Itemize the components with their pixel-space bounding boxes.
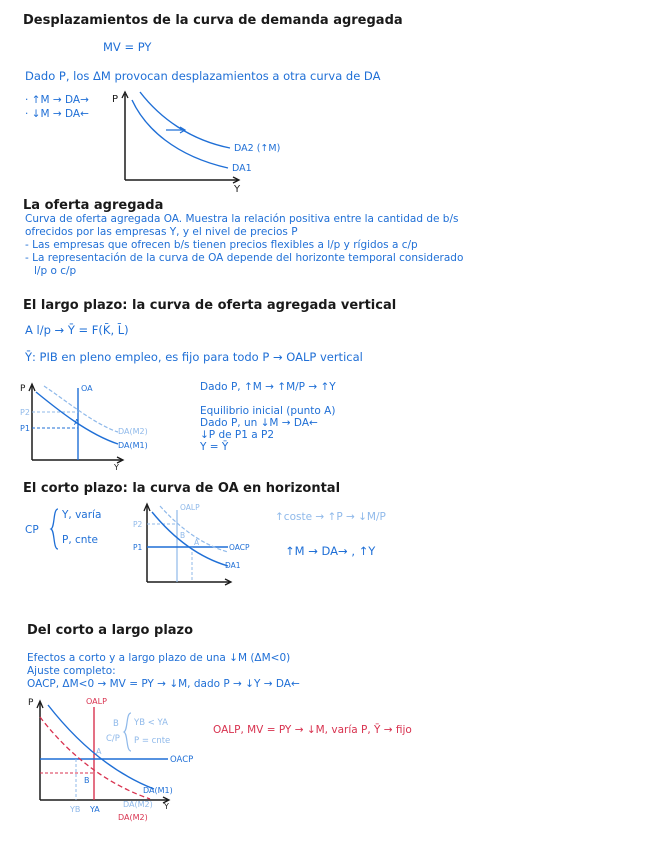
s5-line-3: OACP, ΔM<0 → MV = PY → ↓M, dado P → ↓Y → DA← [27,678,300,690]
s5-dam2-curve [40,717,150,799]
svg-text:C/P: C/P [106,734,120,744]
s2-title: La oferta agregada [23,198,164,213]
svg-text:P2: P2 [20,408,30,417]
svg-text:OACP: OACP [170,755,194,765]
svg-text:DA(M1): DA(M1) [118,441,148,450]
svg-text:DA(M1): DA(M1) [143,786,173,795]
svg-text:DA1: DA1 [225,561,241,570]
s3-right-5: Y = Ȳ [200,441,229,453]
s1-bullet-1: · ↑M → DA→ [25,94,89,106]
s4-right-1: ↑coste → ↑P → ↓M/P [275,511,386,523]
s3-right-1: Dado P, ↑M → ↑M/P → ↑Y [200,381,336,393]
s1-formula: MV = PY [103,40,152,54]
s1-chart [100,88,320,198]
s5-title: Del corto a largo plazo [27,623,194,638]
svg-text:B: B [113,719,119,729]
s5-chart [18,695,238,835]
s3-right-2: Equilibrio inicial (punto A) [200,405,336,417]
svg-text:Y: Y [164,802,169,811]
s4-right-2: ↑M → DA→ , ↑Y [285,544,376,558]
svg-text:P1: P1 [20,424,30,433]
s1-y-label: Y [234,184,241,195]
svg-text:P: P [20,384,26,394]
s1-bullet-2: · ↓M → DA← [25,108,89,120]
svg-text:P2: P2 [133,520,143,529]
s5-red-note: OALP, MV = PY → ↓M, varía P, Ȳ → fijo [213,724,412,736]
svg-text:YB: YB [70,805,81,814]
s1-da1-curve [132,100,228,168]
svg-text:A: A [194,538,200,547]
s2-line-4: - La representación de la curva de OA depende del horizonte temporal considerado [25,252,464,264]
svg-text:OACP: OACP [229,543,250,552]
s4-cp: CP [25,524,39,536]
s4-title: El corto plazo: la curva de OA en horizontal [23,481,341,496]
s3-right-3: Dado P, un ↓M → DA← [200,417,318,429]
s4-brace-1: Y, varía [62,509,102,521]
svg-text:OA: OA [81,384,93,393]
svg-text:P: P [28,698,34,708]
svg-text:B: B [84,776,90,785]
svg-text:DA(M2): DA(M2) [118,813,148,822]
s1-title: Desplazamientos de la curva de demanda agregada [23,13,403,28]
svg-text:DA(M2): DA(M2) [118,427,148,436]
s1-da2-curve [140,92,230,148]
s3-eq-1: A l/p → Ȳ = F(K̄, L̄) [25,323,129,337]
svg-text:OALP: OALP [180,503,200,512]
s4-brace-2: P, cnte [62,534,99,546]
s4-brace [49,507,61,551]
s2-line-5: l/p o c/p [34,265,77,277]
s3-eq-2: Ȳ: PIB en pleno empleo, es fijo para todo P → OALP vertical [25,350,363,364]
svg-text:B: B [180,531,186,540]
svg-text:Y: Y [114,463,119,472]
svg-text:DA(M2): DA(M2) [123,800,153,809]
svg-text:P1: P1 [133,543,143,552]
s5-line-2: Ajuste completo: [27,665,116,677]
svg-text:YB < YA: YB < YA [134,718,168,728]
s1-da2-label: DA2 (↑M) [234,143,281,154]
s5-line-1: Efectos a corto y a largo plazo de una ↓M (ΔM<0) [27,652,291,664]
s4-chart [130,500,270,590]
svg-text:YA: YA [90,805,100,814]
s2-line-3: - Las empresas que ofrecen b/s tienen precios flexibles a l/p y rígidos a c/p [25,239,418,251]
s2-line-2: ofrecidos por las empresas Y, y el nivel de precios P [25,226,298,238]
svg-text:P = cnte: P = cnte [134,736,171,746]
s2-line-1: Curva de oferta agregada OA. Muestra la relación positiva entre la cantidad de b/s [25,213,459,225]
s1-intro: Dado P, los ΔM provocan desplazamientos a otra curva de DA [25,69,381,83]
s1-da1-label: DA1 [232,163,252,174]
svg-text:A: A [74,418,80,427]
s3-title: El largo plazo: la curva de oferta agregada vertical [23,298,397,313]
s3-chart [18,380,193,470]
svg-text:OALP: OALP [86,697,107,706]
s1-p-label: P [112,94,119,105]
s3-right-4: ↓P de P1 a P2 [200,429,275,441]
s4-da1-curve [152,512,228,566]
svg-text:A: A [96,747,102,756]
